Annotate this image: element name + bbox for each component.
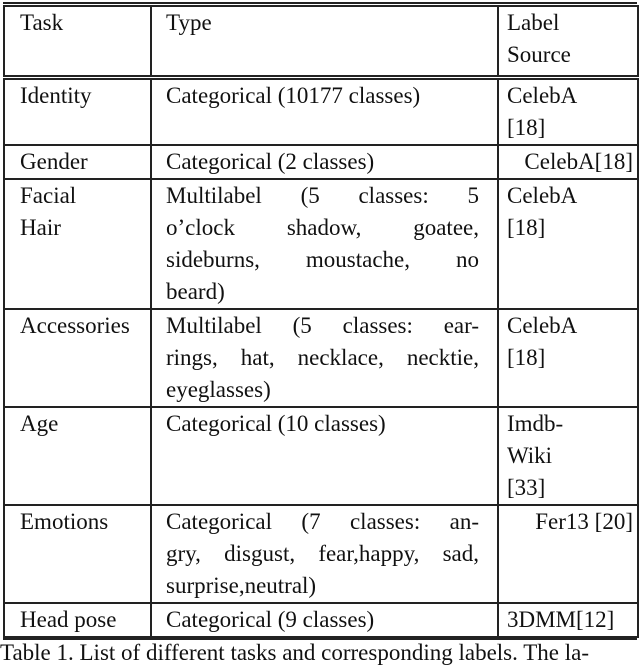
- source-cell-line: [18]: [507, 215, 546, 240]
- type-cell: [151, 603, 498, 637]
- header-row: [4, 6, 638, 78]
- tasks-table: [3, 5, 639, 638]
- table-row: [4, 145, 638, 179]
- source-cell: [498, 309, 638, 407]
- source-cell-line: CelebA: [507, 313, 578, 338]
- type-cell-line: beard): [166, 279, 225, 304]
- task-cell: [4, 145, 151, 179]
- type-cell-line: surprise,neutral): [166, 573, 317, 598]
- type-cell: [151, 309, 498, 407]
- header-cell-line: Type: [166, 10, 212, 35]
- source-cell-line: [18]: [507, 115, 546, 140]
- table-row: [4, 179, 638, 309]
- source-cell-line: [18]: [507, 345, 546, 370]
- type-cell-line: eyeglasses): [166, 377, 271, 402]
- type-cell-line: sideburns, moustache, no: [166, 247, 479, 272]
- header-cell-line: Task: [20, 10, 64, 35]
- type-cell-line: o’clock shadow, goatee,: [166, 215, 479, 240]
- source-cell: [498, 407, 638, 505]
- type-cell: [151, 78, 498, 146]
- task-cell: [4, 505, 151, 603]
- source-cell: [498, 78, 638, 146]
- task-cell-line: Accessories: [20, 313, 130, 338]
- type-cell-line: Categorical (2 classes): [166, 149, 375, 174]
- task-cell-line: Identity: [20, 83, 92, 108]
- table-row: [4, 603, 638, 637]
- type-cell-line: rings, hat, necklace, necktie,: [166, 345, 479, 370]
- type-cell-line: Multilabel (5 classes: ear-: [166, 313, 479, 338]
- task-cell-line: Head pose: [20, 607, 117, 632]
- table-row: [4, 78, 638, 146]
- source-cell-line: CelebA: [507, 183, 578, 208]
- task-cell-line: Gender: [20, 149, 88, 174]
- source-cell-line: Imdb-: [507, 411, 564, 436]
- header-cell: [498, 6, 638, 78]
- table-caption: Table 1. List of different tasks and corresponding labels. The la-: [0, 640, 589, 665]
- task-cell: [4, 179, 151, 309]
- table-top-rule: [3, 2, 637, 4]
- type-cell: [151, 505, 498, 603]
- type-cell-line: Categorical (9 classes): [166, 607, 375, 632]
- table-row: [4, 407, 638, 505]
- task-cell: [4, 603, 151, 637]
- task-cell-line: Hair: [20, 215, 61, 240]
- type-cell-line: Categorical (10177 classes): [166, 83, 421, 108]
- source-cell: [498, 603, 638, 637]
- table-row: [4, 309, 638, 407]
- source-cell-line: Wiki: [507, 443, 553, 468]
- type-cell-line: Categorical (10 classes): [166, 411, 386, 436]
- header-cell: [151, 6, 498, 78]
- source-cell-line: CelebA: [507, 83, 578, 108]
- type-cell: [151, 145, 498, 179]
- header-cell-line: Label: [507, 10, 560, 35]
- source-cell-line: CelebA[18]: [524, 149, 633, 174]
- task-cell: [4, 407, 151, 505]
- task-cell: [4, 309, 151, 407]
- source-cell-line: [33]: [507, 475, 546, 500]
- task-cell-line: Emotions: [20, 509, 109, 534]
- source-cell-line: 3DMM[12]: [507, 607, 615, 632]
- task-cell-line: Age: [20, 411, 59, 436]
- type-cell-line: Categorical (7 classes: an-: [166, 509, 479, 534]
- source-cell: [498, 145, 638, 179]
- source-cell-line: Fer13 [20]: [535, 509, 633, 534]
- source-cell: [498, 505, 638, 603]
- task-cell-line: Facial: [20, 183, 77, 208]
- header-cell-line: Source: [507, 42, 571, 67]
- task-cell: [4, 78, 151, 146]
- type-cell-line: Multilabel (5 classes: 5: [166, 183, 479, 208]
- table-row: [4, 505, 638, 603]
- type-cell-line: gry, disgust, fear,happy, sad,: [166, 541, 479, 566]
- type-cell: [151, 407, 498, 505]
- source-cell: [498, 179, 638, 309]
- type-cell: [151, 179, 498, 309]
- header-cell: [4, 6, 151, 78]
